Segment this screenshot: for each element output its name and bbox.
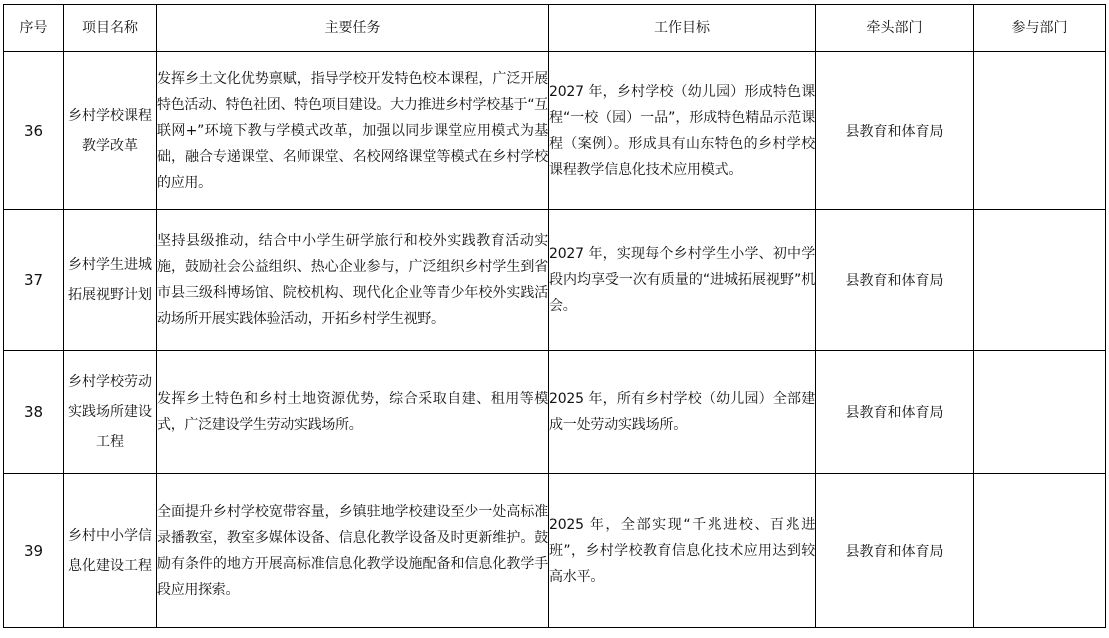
table-row [4, 474, 1106, 628]
project-name: 乡村中小学信息化建设工程 [64, 474, 157, 628]
participating-department [974, 351, 1106, 474]
work-goal: 2025 年，全部实现“千兆进校、百兆进班”，乡村学校教育信息化技术应用达到较高水平。 [549, 474, 816, 628]
work-goal: 2027 年，乡村学校（幼儿园）形成特色课程“一校（园）一品”，形成特色精品示范课程（案例）。形成具有山东特色的乡村学校课程教学信息化技术应用模式。 [549, 52, 816, 210]
project-table [3, 4, 1106, 628]
header-project-name: 项目名称 [64, 5, 157, 52]
lead-department: 县教育和体育局 [816, 351, 974, 474]
project-name: 乡村学校课程教学改革 [64, 52, 157, 210]
work-goal: 2027 年，实现每个乡村学生小学、初中学段内均享受一次有质量的“进城拓展视野”机会。 [549, 210, 816, 351]
header-lead-department: 牵头部门 [816, 5, 974, 52]
table-row [4, 52, 1106, 210]
table-row [4, 351, 1106, 474]
work-goal: 2025 年，所有乡村学校（幼儿园）全部建成一处劳动实践场所。 [549, 351, 816, 474]
project-name: 乡村学生进城拓展视野计划 [64, 210, 157, 351]
lead-department: 县教育和体育局 [816, 474, 974, 628]
header-work-goal: 工作目标 [549, 5, 816, 52]
row-number: 39 [4, 474, 64, 628]
participating-department [974, 52, 1106, 210]
row-number: 37 [4, 210, 64, 351]
header-main-task: 主要任务 [157, 5, 549, 52]
header-participating-department: 参与部门 [974, 5, 1106, 52]
row-number: 38 [4, 351, 64, 474]
participating-department [974, 474, 1106, 628]
main-task: 发挥乡土特色和乡村土地资源优势，综合采取自建、租用等模式，广泛建设学生劳动实践场所。 [157, 351, 549, 474]
header-number: 序号 [4, 5, 64, 52]
row-number: 36 [4, 52, 64, 210]
main-task: 坚持县级推动，结合中小学生研学旅行和校外实践教育活动实施，鼓励社会公益组织、热心企业参与，广泛组织乡村学生到省市县三级科博场馆、院校机构、现代化企业等青少年校外实践活动场所开展实践体验活动，开拓乡村学生视野。 [157, 210, 549, 351]
project-name: 乡村学校劳动实践场所建设工程 [64, 351, 157, 474]
main-task: 全面提升乡村学校宽带容量，乡镇驻地学校建设至少一处高标准录播教室，教室多媒体设备、信息化教学设备及时更新维护。鼓励有条件的地方开展高标准信息化教学设施配备和信息化教学手段应用探索。 [157, 474, 549, 628]
table-row [4, 210, 1106, 351]
lead-department: 县教育和体育局 [816, 210, 974, 351]
table-header-row [4, 5, 1106, 52]
participating-department [974, 210, 1106, 351]
main-task: 发挥乡土文化优势禀赋，指导学校开发特色校本课程，广泛开展特色活动、特色社团、特色项目建设。大力推进乡村学校基于“互联网+”环境下教与学模式改革，加强以同步课堂应用模式为基础，融合专递课堂、名师课堂、名校网络课堂等模式在乡村学校的应用。 [157, 52, 549, 210]
lead-department: 县教育和体育局 [816, 52, 974, 210]
